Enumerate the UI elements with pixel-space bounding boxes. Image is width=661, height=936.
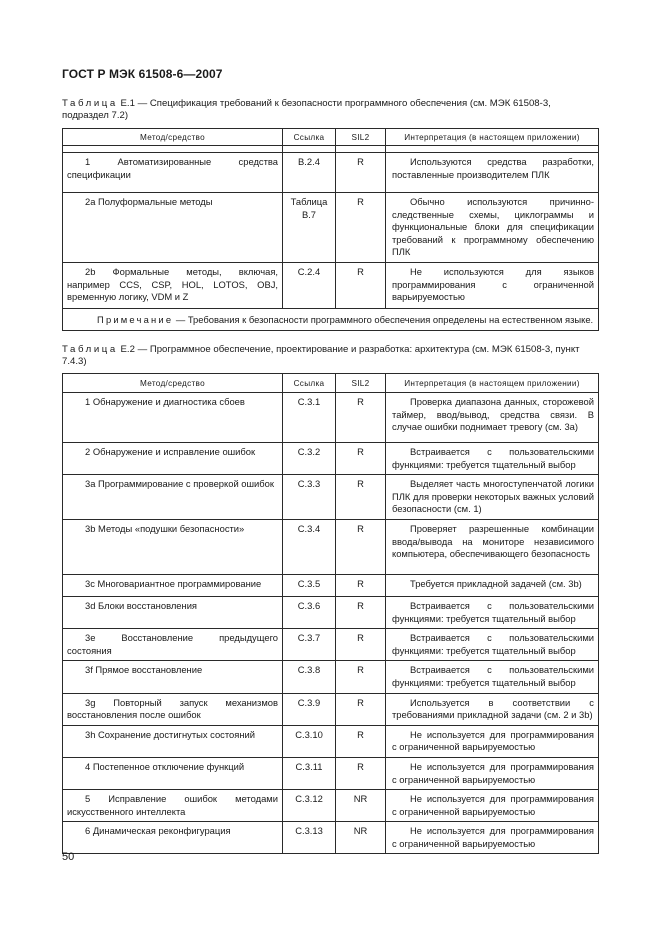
sil-cell-wrap — [336, 596, 386, 628]
sil-cell: R — [357, 577, 364, 589]
interpretation-cell-wrap — [386, 822, 599, 854]
sil-cell: NR — [353, 793, 368, 805]
table1-label: Таблица — [62, 98, 118, 109]
method-cell: 3с Многовариантное программирование — [85, 577, 262, 589]
sil-cell: R — [357, 760, 364, 772]
interpretation-cell: Встраивается с пользовательскими функциями: требуется тщательный выбор — [392, 664, 594, 688]
table-row — [63, 262, 599, 308]
method-cell-wrap — [63, 193, 283, 263]
table2-caption-text: Е.2 — Программное обеспечение, проектирование и разработка: архитектура (см. МЭК 61508-3, пункт 7.4.3) — [62, 344, 580, 367]
table-row — [63, 393, 599, 443]
reference-cell-wrap — [283, 790, 336, 822]
reference-cell-wrap — [283, 393, 336, 443]
table-row — [63, 443, 599, 475]
reference-cell: C.3.6 — [297, 599, 321, 611]
sil-cell: R — [357, 156, 364, 167]
interpretation-cell-wrap — [386, 193, 599, 263]
sil-cell: R — [357, 728, 364, 740]
column-header: Ссылка — [283, 374, 336, 393]
table2-label: Таблица — [62, 344, 118, 355]
interpretation-cell: Выделяет часть многоступенчатой логики ПЛК для проверки некоторых важных условий безопасности (см. 1) — [392, 478, 594, 515]
page-number: 50 — [62, 851, 75, 863]
reference-cell: C.3.7 — [297, 632, 321, 644]
sil-cell-wrap — [336, 262, 386, 308]
table-row — [63, 693, 599, 725]
reference-cell: C.3.11 — [295, 760, 323, 772]
sil-cell: R — [357, 478, 364, 490]
method-cell-wrap — [63, 153, 283, 193]
table1-caption-text: Е.1 — Спецификация требований к безопасности программного обеспечения (см. МЭК 61508-3, подраздел 7.2) — [62, 98, 551, 121]
sil-cell: R — [357, 196, 364, 207]
method-cell: 1 Обнаружение и диагностика сбоев — [85, 396, 245, 407]
interpretation-cell-wrap — [386, 693, 599, 725]
spacer-cell — [63, 146, 283, 153]
interpretation-cell-wrap — [386, 262, 599, 308]
table2-body — [63, 393, 599, 854]
interpretation-cell: Встраивается с пользовательскими функциями: требуется тщательный выбор — [392, 632, 594, 656]
interpretation-cell-wrap — [386, 393, 599, 443]
spacer-row — [63, 146, 599, 153]
sil-cell-wrap — [336, 661, 386, 693]
note-cell — [63, 308, 599, 330]
reference-cell-wrap — [283, 574, 336, 596]
reference-cell-wrap — [283, 757, 336, 789]
table2-header-row — [63, 374, 599, 393]
sil-cell: R — [357, 664, 364, 676]
sil-cell: R — [357, 522, 364, 534]
method-cell: 3d Блоки восстановления — [85, 599, 198, 611]
spacer-cell — [386, 146, 599, 153]
sil-cell-wrap — [336, 475, 386, 520]
note-label: Примечание — [97, 313, 174, 325]
table-row — [63, 574, 599, 596]
sil-cell: R — [357, 446, 364, 457]
sil-cell: R — [357, 396, 364, 407]
interpretation-cell-wrap — [386, 757, 599, 789]
reference-cell: C.3.13 — [295, 825, 323, 837]
table1-body — [63, 146, 599, 331]
table2 — [62, 373, 599, 854]
sil-cell: NR — [353, 825, 368, 837]
table-row — [63, 519, 599, 574]
reference-cell: C.3.9 — [297, 696, 321, 708]
table1-header-row — [63, 129, 599, 146]
method-cell: 3g Повторный запуск механизмов восстановления после ошибок — [67, 696, 278, 721]
reference-cell: C.2.4 — [297, 265, 321, 277]
reference-cell-wrap — [283, 822, 336, 854]
interpretation-cell: Не используются для языков программирования с ограниченной варьируемостью — [392, 265, 594, 303]
interpretation-cell: Встраивается с пользовательскими функциями: требуется тщательный выбор — [392, 599, 594, 624]
spacer-cell — [336, 146, 386, 153]
method-cell-wrap — [63, 790, 283, 822]
interpretation-cell: Не используется для программирования с ограниченной варьируемостью — [392, 793, 594, 817]
interpretation-cell: Используется в соответствии с требованиями прикладной задачи (см. 2 и 3b) — [392, 696, 594, 721]
reference-cell: Таблица B.7 — [290, 196, 328, 220]
column-header: SIL2 — [336, 374, 386, 393]
column-header: Метод/средство — [63, 374, 283, 393]
sil-cell-wrap — [336, 193, 386, 263]
interpretation-cell: Проверяет разрешенные комбинации ввода/вывода на мониторе независимого компьютера, обеспечивающего безопасность — [392, 522, 594, 560]
interpretation-cell: Используются средства разработки, поставленные производителем ПЛК — [392, 156, 594, 180]
table-row — [63, 790, 599, 822]
sil-cell: R — [357, 599, 364, 611]
method-cell: 2b Формальные методы, включая, например CCS, CSP, HOL, LOTOS, OBJ, временную логику, VDM и Z — [67, 265, 278, 303]
table1 — [62, 128, 599, 331]
interpretation-cell: Проверка диапазона данных, сторожевой таймер, ввод/вывод, средства связи. В случае ошибки поднимает тревогу (см. 3а) — [392, 396, 594, 433]
interpretation-cell: Не используется для программирования с ограниченной варьируемостью — [392, 728, 594, 753]
table-row — [63, 153, 599, 193]
method-cell-wrap — [63, 725, 283, 757]
method-cell: 1 Автоматизированные средства спецификации — [67, 156, 278, 180]
reference-cell: C.3.3 — [297, 478, 321, 490]
table-row — [63, 596, 599, 628]
note-row — [63, 308, 599, 330]
method-cell-wrap — [63, 822, 283, 854]
table-row — [63, 757, 599, 789]
reference-cell-wrap — [283, 725, 336, 757]
sil-cell-wrap — [336, 519, 386, 574]
method-cell: 3f Прямое восстановление — [85, 664, 203, 676]
interpretation-cell: Обычно используются причинно-следственные схемы, циклограммы и функциональные блоки для спецификации требований к программному обеспечению ПЛК — [392, 196, 594, 258]
interpretation-cell-wrap — [386, 661, 599, 693]
reference-cell: C.3.5 — [297, 577, 321, 589]
column-header: Метод/средство — [63, 129, 283, 146]
method-cell: 2 Обнаружение и исправление ошибок — [85, 446, 256, 457]
spacer-cell — [283, 146, 336, 153]
method-cell-wrap — [63, 393, 283, 443]
column-header: Ссылка — [283, 129, 336, 146]
method-cell-wrap — [63, 629, 283, 661]
reference-cell-wrap — [283, 262, 336, 308]
sil-cell-wrap — [336, 693, 386, 725]
method-cell-wrap — [63, 574, 283, 596]
method-cell-wrap — [63, 475, 283, 520]
interpretation-cell-wrap — [386, 519, 599, 574]
reference-cell-wrap — [283, 596, 336, 628]
table1-caption — [62, 98, 598, 122]
reference-cell: C.3.12 — [295, 793, 323, 805]
interpretation-cell-wrap — [386, 629, 599, 661]
reference-cell: C.3.10 — [295, 728, 323, 740]
table2-caption — [62, 344, 598, 368]
method-cell: 3h Сохранение достигнутых состояний — [85, 728, 255, 740]
sil-cell-wrap — [336, 629, 386, 661]
interpretation-cell-wrap — [386, 475, 599, 520]
reference-cell-wrap — [283, 693, 336, 725]
table1-note — [63, 309, 598, 330]
method-cell: 2а Полуформальные методы — [85, 196, 213, 207]
interpretation-cell-wrap — [386, 574, 599, 596]
sil-cell-wrap — [336, 443, 386, 475]
reference-cell-wrap — [283, 519, 336, 574]
interpretation-cell-wrap — [386, 790, 599, 822]
interpretation-cell-wrap — [386, 725, 599, 757]
method-cell-wrap — [63, 443, 283, 475]
sil-cell-wrap — [336, 757, 386, 789]
document-header: ГОСТ Р МЭК 61508-6—2007 — [62, 67, 223, 81]
column-header: Интерпретация (в настоящем приложении) — [386, 129, 599, 146]
method-cell-wrap — [63, 262, 283, 308]
sil-cell-wrap — [336, 822, 386, 854]
sil-cell-wrap — [336, 725, 386, 757]
method-cell: 6 Динамическая реконфигурация — [85, 825, 231, 837]
sil-cell-wrap — [336, 153, 386, 193]
method-cell: 5 Исправление ошибок методами искусственного интеллекта — [67, 793, 278, 817]
reference-cell: C.3.4 — [297, 522, 321, 534]
table-row — [63, 661, 599, 693]
interpretation-cell-wrap — [386, 443, 599, 475]
reference-cell-wrap — [283, 475, 336, 520]
method-cell: 3b Методы «подушки безопасности» — [85, 522, 245, 534]
sil-cell: R — [357, 632, 364, 644]
column-header: SIL2 — [336, 129, 386, 146]
method-cell: 3а Программирование с проверкой ошибок — [85, 478, 274, 490]
sil-cell: R — [357, 265, 364, 277]
interpretation-cell: Встраивается с пользовательскими функциями: требуется тщательный выбор — [392, 446, 594, 470]
sil-cell-wrap — [336, 393, 386, 443]
reference-cell-wrap — [283, 443, 336, 475]
table-row — [63, 725, 599, 757]
interpretation-cell-wrap — [386, 596, 599, 628]
reference-cell-wrap — [283, 153, 336, 193]
sil-cell: R — [357, 696, 364, 708]
method-cell-wrap — [63, 596, 283, 628]
note-text: — Требования к безопасности программного обеспечения определены на естественном языке. — [173, 313, 594, 325]
method-cell-wrap — [63, 519, 283, 574]
reference-cell: C.3.2 — [297, 446, 321, 457]
method-cell: 4 Постепенное отключение функций — [85, 760, 245, 772]
interpretation-cell: Требуется прикладной задачей (см. 3b) — [410, 577, 582, 589]
interpretation-cell: Не используется для программирования с ограниченной варьируемостью — [392, 825, 594, 849]
reference-cell-wrap — [283, 629, 336, 661]
method-cell-wrap — [63, 661, 283, 693]
sil-cell-wrap — [336, 790, 386, 822]
reference-cell-wrap — [283, 661, 336, 693]
reference-cell: B.2.4 — [298, 156, 320, 167]
reference-cell: C.3.1 — [297, 396, 321, 407]
table-row — [63, 475, 599, 520]
column-header: Интерпретация (в настоящем приложении) — [386, 374, 599, 393]
method-cell-wrap — [63, 693, 283, 725]
method-cell: 3е Восстановление предыдущего состояния — [67, 632, 278, 656]
reference-cell-wrap — [283, 193, 336, 263]
interpretation-cell: Не используется для программирования с ограниченной варьируемостью — [392, 760, 594, 785]
reference-cell: C.3.8 — [297, 664, 321, 676]
table-row — [63, 822, 599, 854]
table-row — [63, 629, 599, 661]
sil-cell-wrap — [336, 574, 386, 596]
interpretation-cell-wrap — [386, 153, 599, 193]
method-cell-wrap — [63, 757, 283, 789]
table-row — [63, 193, 599, 263]
